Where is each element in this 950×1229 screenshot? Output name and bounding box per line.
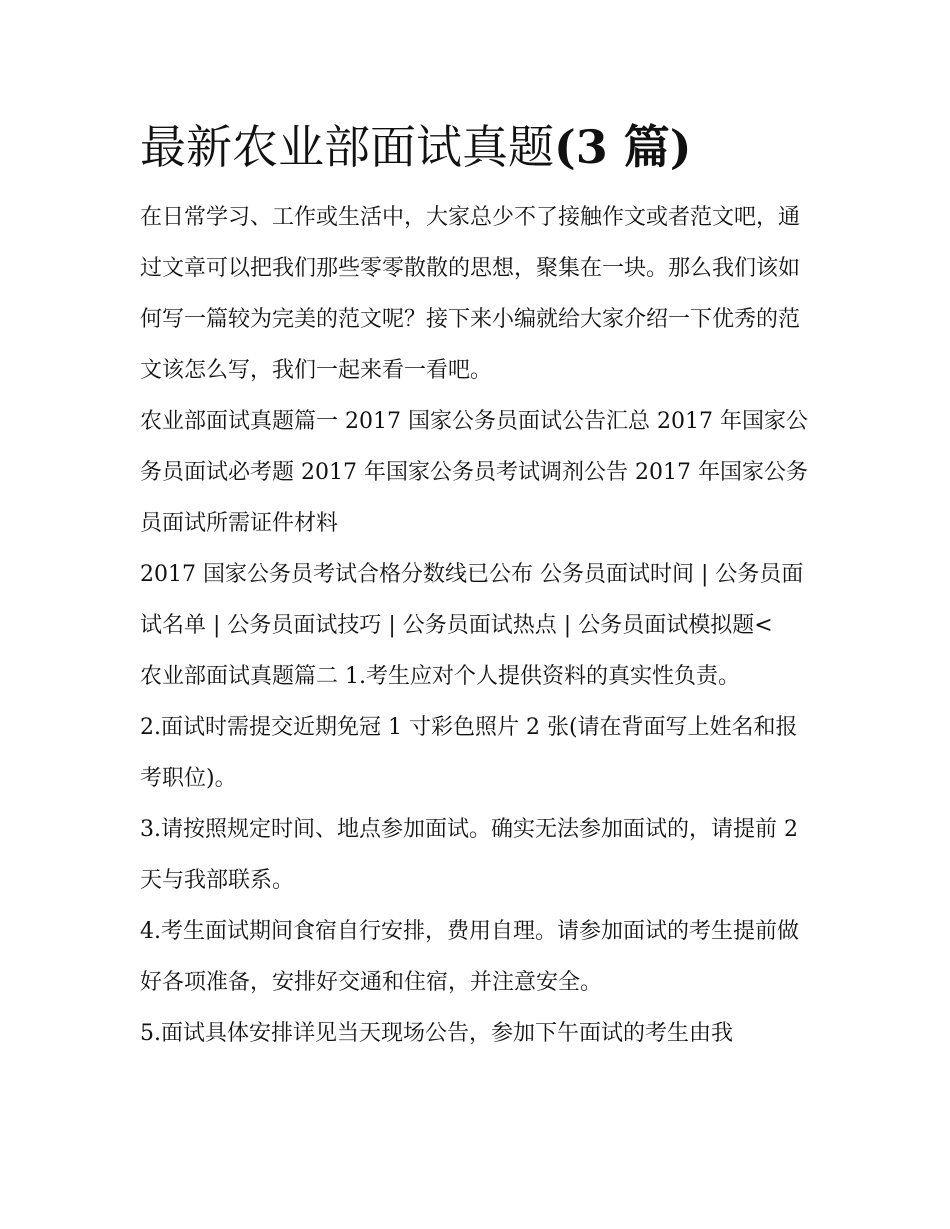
title-count-text: (3 篇) — [554, 120, 692, 174]
title-main-text: 最新农业部面试真题 — [140, 120, 554, 174]
section-two-item-3: 3.请按照规定时间、地点参加面试。确实无法参加面试的，请提前 2 天与我部联系。 — [140, 817, 798, 893]
section-two-item-2: 2.面试时需提交近期免冠 1 寸彩色照片 2 张(请在背面写上姓名和报考职位)。 — [140, 715, 798, 791]
document-content — [140, 112, 812, 1059]
section-two-item-4: 4.考生面试期间食宿自行安排，费用自理。请参加面试的考生提前做好各项准备，安排好交通和住宿，并注意安全。 — [140, 919, 799, 995]
intro-paragraph: 在日常学习、工作或生活中，大家总少不了接触作文或者范文吧，通过文章可以把我们那些零零散散的思想，聚集在一块。那么我们该如何写一篇较为完美的范文呢？接下来小编就给大家介绍一下优秀的范文该怎么写，我们一起来看一看吧。 — [140, 205, 801, 383]
section-one-paragraph: 农业部面试真题篇一 2017 国家公务员面试公告汇总 2017 年国家公务员面试必考题 2017 年国家公务员考试调剂公告 2017 年国家公务员面试所需证件材料 — [140, 409, 808, 536]
section-two-item-1: 农业部面试真题篇二 1.考生应对个人提供资料的真实性负责。 — [140, 664, 740, 689]
exam-links-paragraph: 2017 国家公务员考试合格分数线已公布 公务员面试时间 | 公务员面试名单 | 公务员面试技巧 | 公务员面试热点 | 公务员面试模拟题< — [140, 562, 804, 638]
document-title — [140, 112, 812, 182]
section-two-item-5: 5.面试具体安排详见当天现场公告，参加下午面试的考生由我 — [140, 1021, 733, 1046]
